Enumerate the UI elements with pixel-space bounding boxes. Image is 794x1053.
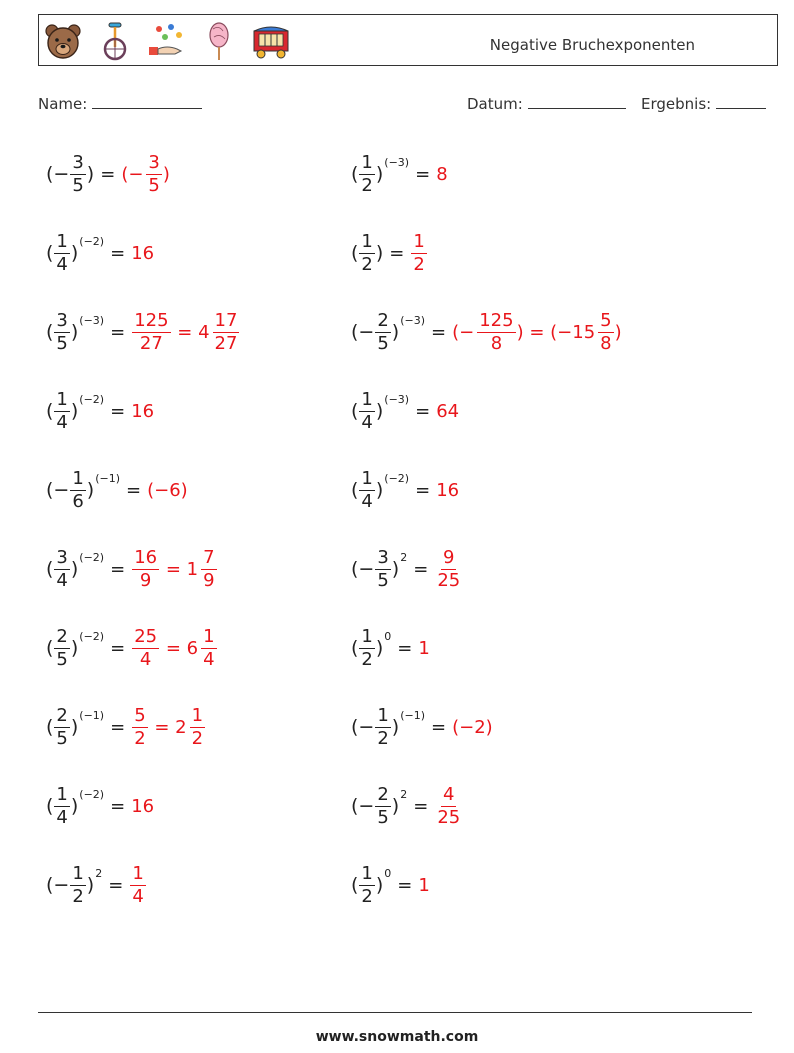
- problem-item: [351, 539, 463, 599]
- problem-item: [351, 618, 432, 678]
- answer-numerator: 7: [203, 546, 215, 568]
- base-denominator: 5: [56, 332, 68, 354]
- answer: [131, 626, 217, 671]
- close-paren: ): [70, 716, 79, 738]
- close-paren: ): [375, 874, 384, 896]
- answer: [436, 164, 449, 185]
- equals-sign: =: [415, 163, 431, 185]
- base-fraction: [70, 152, 85, 197]
- answer: [452, 310, 624, 355]
- base-denominator: 5: [56, 648, 68, 670]
- exponent: 2: [400, 551, 408, 564]
- equals-sign: =: [108, 874, 124, 896]
- problem-item: [46, 618, 218, 678]
- answer-text: 64: [436, 400, 460, 422]
- exponent: (−1): [400, 709, 426, 722]
- exponent: (−3): [79, 314, 105, 327]
- answer: [452, 717, 495, 738]
- base-denominator: 2: [361, 174, 373, 196]
- equals-sign: =: [431, 321, 447, 343]
- answer-numerator: 125: [479, 309, 514, 331]
- answer-denominator: 25: [437, 569, 461, 591]
- open-paren: (−: [351, 558, 375, 580]
- base-denominator: 2: [361, 648, 373, 670]
- base-fraction: [54, 310, 69, 355]
- problem-item: [351, 460, 461, 520]
- base-denominator: 4: [56, 411, 68, 433]
- answer-text: 1: [418, 874, 430, 896]
- answer-denominator: 25: [437, 806, 461, 828]
- base-fraction: [359, 231, 374, 276]
- base-fraction: [375, 705, 390, 750]
- base-numerator: 1: [56, 783, 68, 805]
- base-denominator: 5: [56, 727, 68, 749]
- answer-fraction: [132, 705, 147, 750]
- equals-sign: =: [110, 400, 126, 422]
- answer-numerator: 4: [443, 783, 455, 805]
- problem-item: [46, 539, 218, 599]
- answer: [121, 152, 172, 197]
- equals-sign: =: [110, 558, 126, 580]
- base-numerator: 1: [72, 467, 84, 489]
- base-fraction: [54, 231, 69, 276]
- answer-denominator: 8: [490, 332, 503, 354]
- base-numerator: 1: [361, 467, 373, 489]
- equals-sign: =: [413, 558, 429, 580]
- answer: [147, 480, 190, 501]
- answer-numerator: 1: [203, 625, 215, 647]
- base-numerator: 1: [377, 704, 389, 726]
- problem-item: [46, 776, 156, 836]
- answer-denominator: 2: [134, 727, 146, 749]
- exponent: (−1): [95, 472, 121, 485]
- close-paren: ): [86, 163, 95, 185]
- answer-denominator: 4: [139, 648, 152, 670]
- answer-denominator: 5: [148, 174, 160, 196]
- unicycle-icon: [95, 21, 135, 61]
- equals-sign: =: [110, 795, 126, 817]
- base-denominator: 6: [72, 490, 84, 512]
- close-paren: ): [70, 637, 79, 659]
- answer-fraction: [130, 863, 145, 908]
- problem-item: [46, 302, 240, 362]
- exponent: (−2): [79, 788, 105, 801]
- answer-numerator: 9: [443, 546, 455, 568]
- answer-text: 1: [418, 637, 430, 659]
- base-fraction: [54, 705, 69, 750]
- answer-denominator: 2: [191, 727, 204, 749]
- answer: [418, 875, 431, 896]
- answer: [434, 547, 463, 592]
- answer: [410, 231, 427, 276]
- base-denominator: 5: [377, 806, 389, 828]
- equals-sign: =: [110, 321, 126, 343]
- answer-denominator: 27: [139, 332, 163, 354]
- exponent: (−2): [79, 551, 105, 564]
- answer-text: = 1: [160, 558, 199, 580]
- exponent: (−3): [384, 393, 410, 406]
- answer-text: (−2): [452, 716, 493, 738]
- close-paren: ): [375, 637, 384, 659]
- base-fraction: [54, 389, 69, 434]
- result-field[interactable]: [641, 94, 766, 113]
- equals-sign: =: [110, 716, 126, 738]
- close-paren: ): [391, 558, 400, 580]
- answer: [129, 863, 146, 908]
- equals-sign: =: [415, 400, 431, 422]
- open-paren: (−: [351, 716, 375, 738]
- base-fraction: [359, 468, 374, 513]
- base-numerator: 2: [377, 309, 389, 331]
- answer-text: 16: [131, 242, 155, 264]
- base-numerator: 1: [72, 862, 84, 884]
- exponent: 0: [384, 630, 392, 643]
- base-denominator: 4: [361, 411, 373, 433]
- name-line: [92, 94, 202, 109]
- answer: [131, 547, 217, 592]
- base-numerator: 1: [361, 862, 373, 884]
- base-fraction: [54, 626, 69, 671]
- exponent: 2: [95, 867, 103, 880]
- problem-item: [351, 776, 463, 836]
- base-fraction: [359, 626, 374, 671]
- answer-numerator: 5: [600, 309, 612, 331]
- answer-fraction: [477, 310, 515, 355]
- answer: [418, 638, 431, 659]
- answer-fraction: [132, 547, 159, 592]
- base-fraction: [70, 468, 85, 513]
- answer-denominator: 9: [203, 569, 215, 591]
- answer-text: ): [614, 321, 622, 343]
- base-denominator: 4: [361, 490, 373, 512]
- answer-denominator: 2: [413, 253, 425, 275]
- base-numerator: 3: [56, 309, 68, 331]
- problem-item: [351, 223, 428, 283]
- result-line: [716, 94, 766, 109]
- base-numerator: 2: [56, 625, 68, 647]
- open-paren: (−: [46, 874, 70, 896]
- answer-text: 16: [131, 400, 155, 422]
- open-paren: (: [351, 400, 359, 422]
- date-label: Datum:: [467, 95, 523, 113]
- base-fraction: [375, 784, 390, 829]
- problem-item: [46, 144, 172, 204]
- answer-numerator: 3: [148, 151, 160, 173]
- name-label: Name:: [38, 95, 88, 113]
- answer-numerator: 1: [413, 230, 425, 252]
- answer-fraction: [201, 626, 216, 671]
- exponent: (−3): [400, 314, 426, 327]
- open-paren: (: [46, 558, 54, 580]
- base-denominator: 5: [72, 174, 84, 196]
- footer-divider: [38, 1012, 752, 1013]
- base-fraction: [359, 389, 374, 434]
- close-paren: ): [70, 558, 79, 580]
- answer-fraction: [190, 705, 205, 750]
- problem-item: [46, 223, 156, 283]
- equals-sign: =: [110, 637, 126, 659]
- answer-fraction: [435, 784, 462, 829]
- name-field[interactable]: [38, 94, 202, 113]
- exponent: (−2): [384, 472, 410, 485]
- base-denominator: 2: [361, 885, 373, 907]
- answer-numerator: 1: [132, 862, 144, 884]
- base-numerator: 1: [361, 151, 373, 173]
- equals-sign: =: [126, 479, 142, 501]
- answer: [131, 310, 240, 355]
- worksheet-header: [38, 14, 778, 66]
- problem-item: [351, 855, 432, 915]
- answer: [434, 784, 463, 829]
- close-paren: ): [86, 479, 95, 501]
- equals-sign: =: [415, 479, 431, 501]
- exponent: (−2): [79, 235, 105, 248]
- problem-item: [46, 381, 156, 441]
- open-paren: (−: [351, 321, 375, 343]
- answer-text: ) = (−15: [516, 321, 596, 343]
- open-paren: (: [46, 716, 54, 738]
- base-fraction: [359, 863, 374, 908]
- base-denominator: 2: [377, 727, 389, 749]
- open-paren: (: [46, 321, 54, 343]
- juggling-icon: [147, 21, 187, 61]
- answer-denominator: 27: [214, 332, 238, 354]
- answer: [131, 243, 156, 264]
- problem-item: [46, 460, 190, 520]
- equals-sign: =: [110, 242, 126, 264]
- open-paren: (−: [46, 479, 70, 501]
- close-paren: ): [70, 242, 79, 264]
- base-numerator: 1: [361, 625, 373, 647]
- close-paren: ): [391, 795, 400, 817]
- answer-text: (−: [452, 321, 475, 343]
- close-paren: ): [375, 479, 384, 501]
- date-field[interactable]: [467, 94, 626, 113]
- base-numerator: 3: [56, 546, 68, 568]
- base-denominator: 2: [361, 253, 373, 275]
- exponent: 2: [400, 788, 408, 801]
- base-denominator: 4: [56, 253, 68, 275]
- open-paren: (: [46, 400, 54, 422]
- answer-numerator: 1: [191, 704, 204, 726]
- base-fraction: [70, 863, 85, 908]
- answer-numerator: 5: [134, 704, 146, 726]
- open-paren: (: [351, 637, 359, 659]
- close-paren: ): [391, 321, 400, 343]
- answer-fraction: [146, 152, 161, 197]
- close-paren: ): [70, 400, 79, 422]
- open-paren: (: [351, 163, 359, 185]
- open-paren: (: [46, 242, 54, 264]
- problem-item: [46, 855, 147, 915]
- answer-fraction: [132, 310, 170, 355]
- answer: [131, 705, 206, 750]
- close-paren: ): [375, 242, 384, 264]
- base-fraction: [54, 547, 69, 592]
- answer-fraction: [201, 547, 216, 592]
- open-paren: (: [46, 795, 54, 817]
- cotton-candy-icon: [199, 21, 239, 61]
- base-numerator: 1: [56, 230, 68, 252]
- exponent: (−2): [79, 393, 105, 406]
- bear-icon: [43, 21, 83, 61]
- base-numerator: 2: [377, 783, 389, 805]
- base-numerator: 2: [56, 704, 68, 726]
- open-paren: (: [46, 637, 54, 659]
- answer-text: ): [162, 163, 170, 185]
- result-label: Ergebnis:: [641, 95, 712, 113]
- answer-text: 16: [131, 795, 155, 817]
- base-numerator: 1: [56, 388, 68, 410]
- exponent: 0: [384, 867, 392, 880]
- base-fraction: [54, 784, 69, 829]
- answer-numerator: 125: [134, 309, 169, 331]
- base-numerator: 3: [72, 151, 84, 173]
- base-fraction: [359, 152, 374, 197]
- answer-denominator: 4: [203, 648, 215, 670]
- base-denominator: 5: [377, 569, 389, 591]
- answer-fraction: [132, 626, 159, 671]
- answer-text: = 6: [160, 637, 199, 659]
- problem-item: [351, 144, 450, 204]
- base-denominator: 5: [377, 332, 389, 354]
- close-paren: ): [375, 163, 384, 185]
- close-paren: ): [86, 874, 95, 896]
- answer-numerator: 17: [214, 309, 238, 331]
- open-paren: (: [351, 242, 359, 264]
- answer: [131, 796, 156, 817]
- open-paren: (: [351, 479, 359, 501]
- base-numerator: 1: [361, 230, 373, 252]
- close-paren: ): [70, 795, 79, 817]
- footer-url: www.snowmath.com: [315, 1029, 479, 1045]
- answer: [131, 401, 156, 422]
- equals-sign: =: [431, 716, 447, 738]
- equals-sign: =: [389, 242, 405, 264]
- problem-item: [351, 302, 624, 362]
- problem-item: [46, 697, 206, 757]
- answer-fraction: [411, 231, 426, 276]
- answer-numerator: 16: [134, 546, 158, 568]
- open-paren: (: [351, 874, 359, 896]
- answer-fraction: [598, 310, 613, 355]
- equals-sign: =: [397, 874, 413, 896]
- exponent: (−1): [79, 709, 105, 722]
- problem-item: [351, 381, 461, 441]
- answer-denominator: 9: [139, 569, 152, 591]
- exponent: (−2): [79, 630, 105, 643]
- equals-sign: =: [413, 795, 429, 817]
- answer-denominator: 8: [600, 332, 612, 354]
- header-icons: [43, 21, 291, 61]
- answer-numerator: 25: [134, 625, 158, 647]
- base-denominator: 2: [72, 885, 84, 907]
- worksheet-title: Negative Bruchexponenten: [489, 36, 695, 54]
- equals-sign: =: [100, 163, 116, 185]
- answer: [436, 480, 461, 501]
- base-fraction: [375, 310, 390, 355]
- answer-denominator: 4: [132, 885, 144, 907]
- close-paren: ): [391, 716, 400, 738]
- answer-text: (−: [121, 163, 144, 185]
- base-fraction: [375, 547, 390, 592]
- open-paren: (−: [46, 163, 70, 185]
- answer-text: 8: [436, 163, 448, 185]
- equals-sign: =: [397, 637, 413, 659]
- circus-wagon-icon: [251, 21, 291, 61]
- answer-fraction: [435, 547, 462, 592]
- base-denominator: 4: [56, 569, 68, 591]
- answer: [436, 401, 461, 422]
- exponent: (−3): [384, 156, 410, 169]
- answer-fraction: [213, 310, 240, 355]
- date-line: [528, 94, 626, 109]
- answer-text: 16: [436, 479, 460, 501]
- base-numerator: 1: [361, 388, 373, 410]
- answer-text: = 4: [171, 321, 210, 343]
- problem-item: [351, 697, 495, 757]
- base-numerator: 3: [377, 546, 389, 568]
- answer-text: (−6): [147, 479, 188, 501]
- close-paren: ): [375, 400, 384, 422]
- answer-text: = 2: [148, 716, 187, 738]
- close-paren: ): [70, 321, 79, 343]
- base-denominator: 4: [56, 806, 68, 828]
- open-paren: (−: [351, 795, 375, 817]
